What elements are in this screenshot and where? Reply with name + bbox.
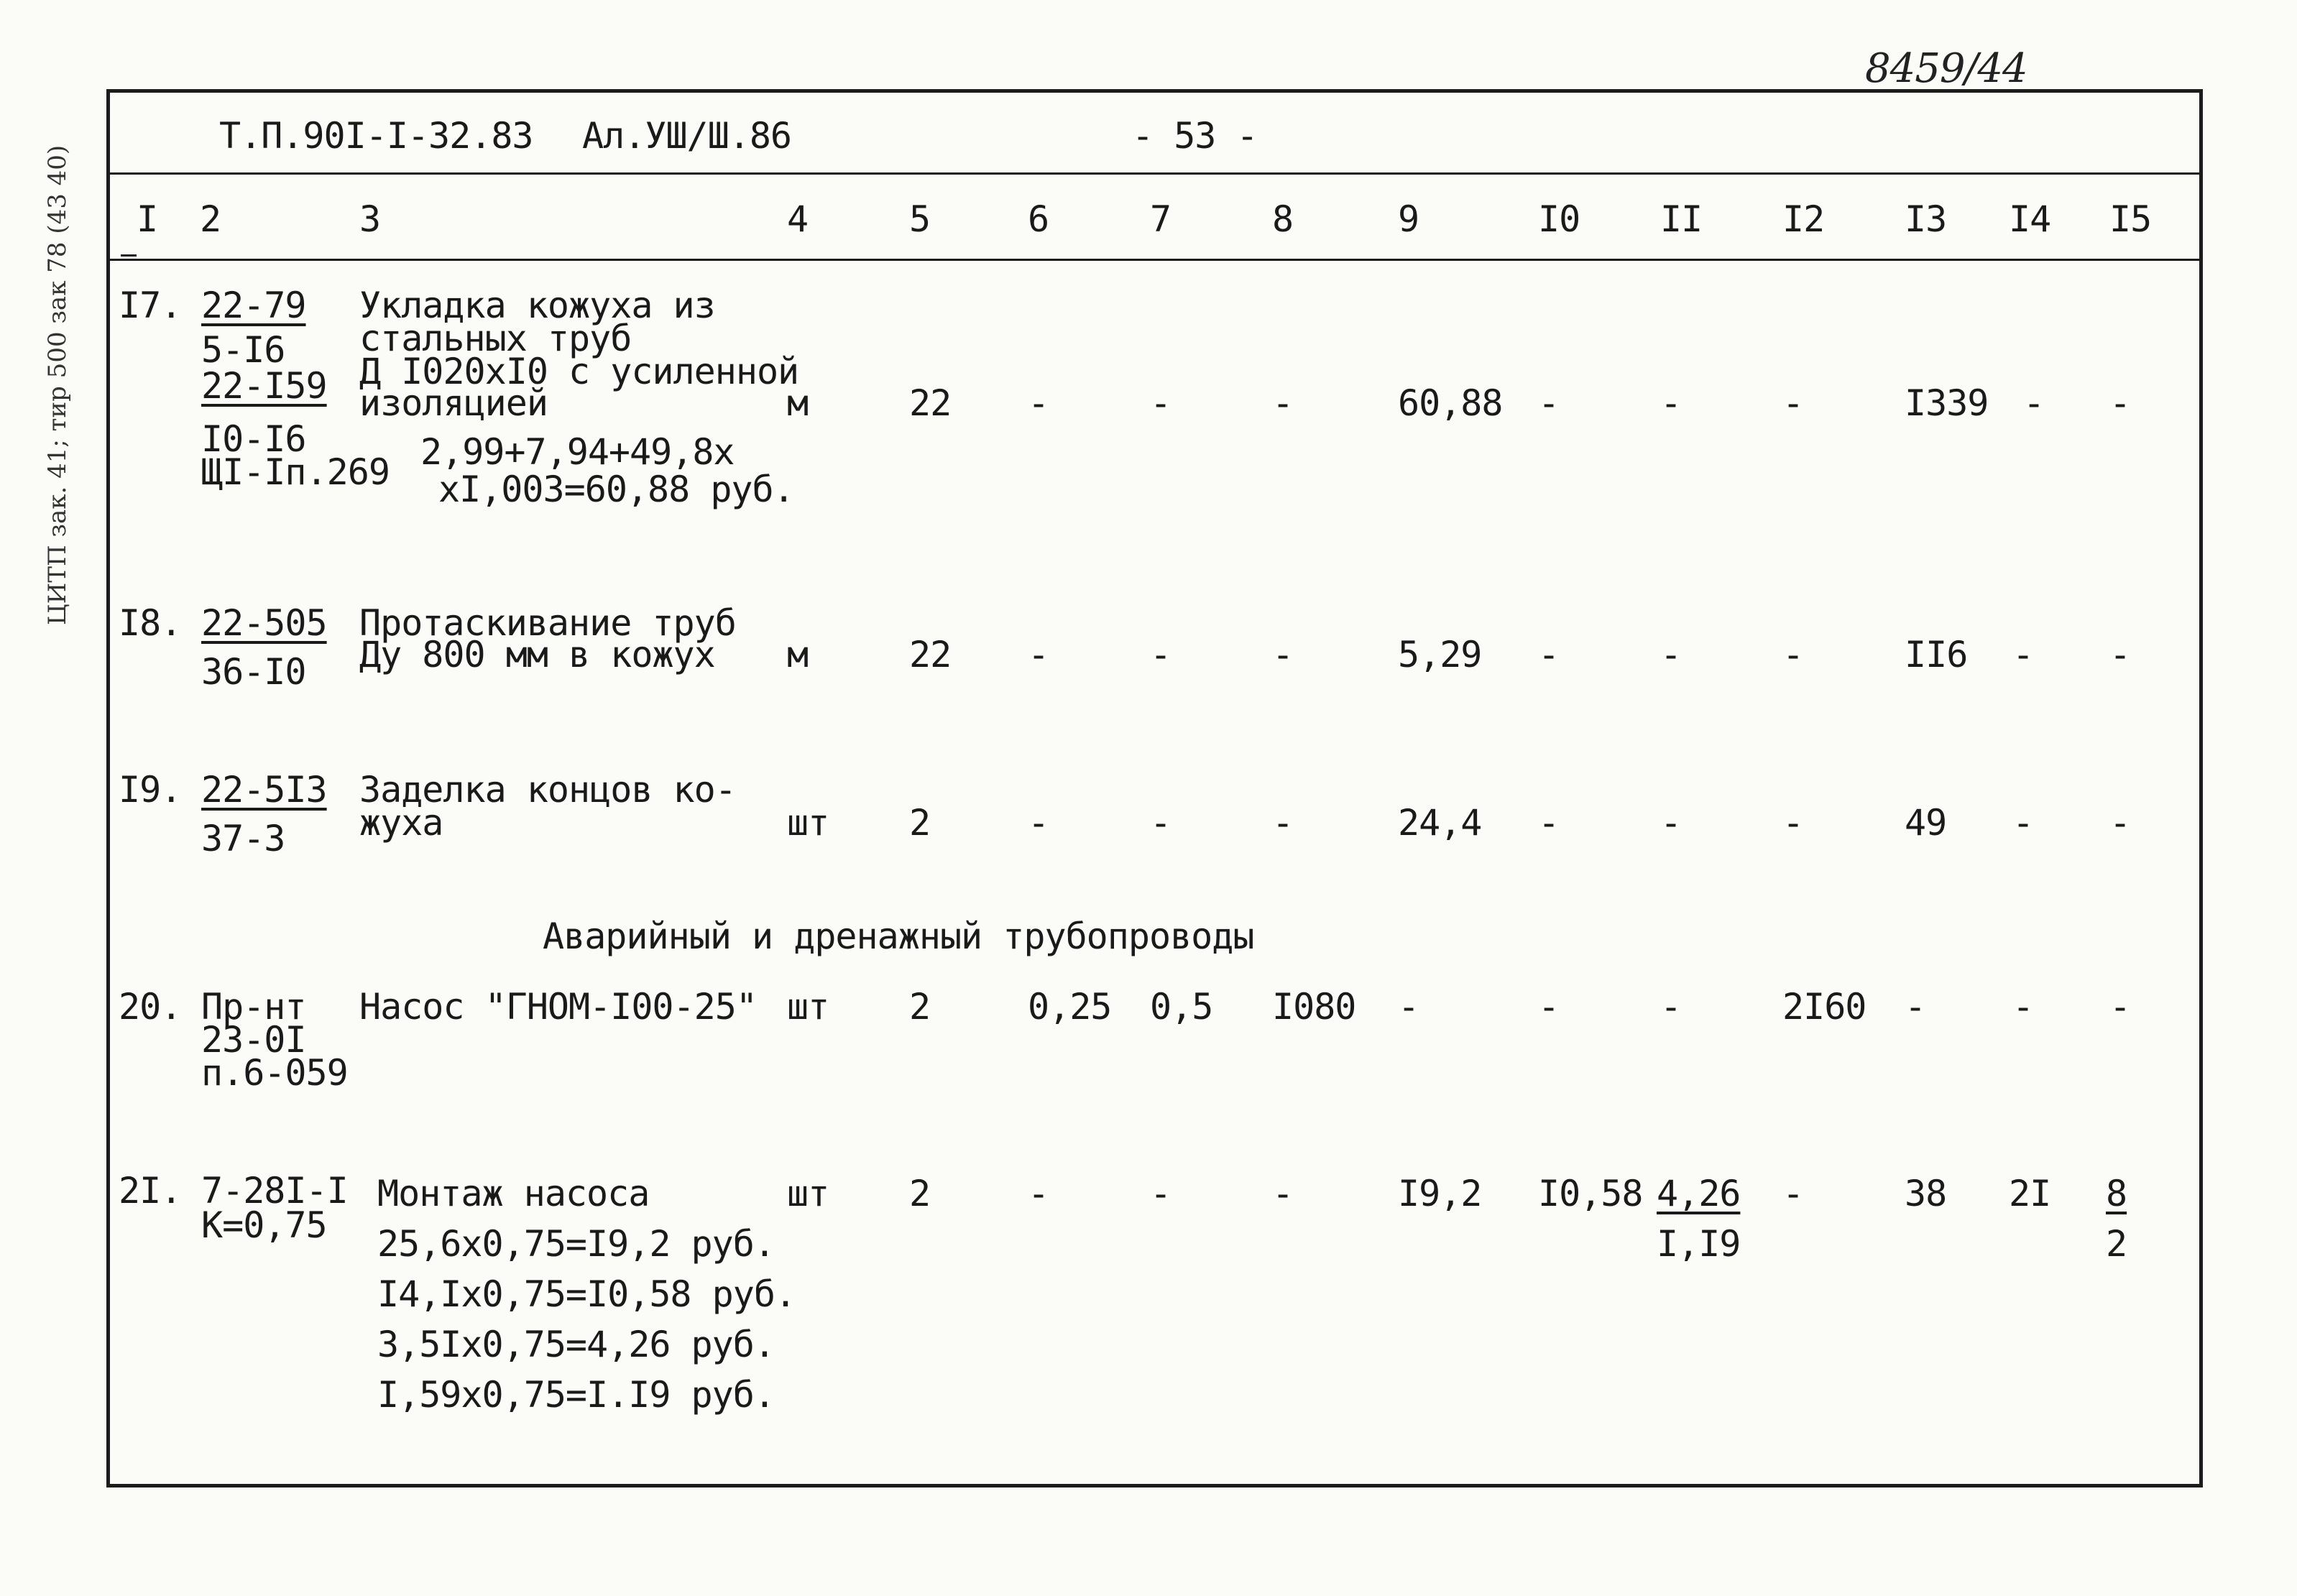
row-19-c13: 49 [1905, 802, 1947, 844]
row-18-c7: - [1150, 634, 1171, 675]
row-21-c15-denominator: 2 [2106, 1223, 2127, 1265]
row-19-name: Заделка концов ко- [359, 769, 736, 811]
row-17-c6: - [1028, 382, 1049, 424]
row-19-unit: шт [787, 802, 829, 844]
col-header-2: 2 [200, 198, 221, 240]
row-18-code: 22-505 [201, 602, 327, 644]
row-21-number: 2I. [119, 1170, 182, 1212]
section-title: Аварийный и дренажный трубопроводы [543, 915, 1254, 957]
designation: Т.П.90I-I-32.83 [219, 115, 533, 157]
row-20-qty: 2 [909, 986, 931, 1028]
col-header-11: II [1660, 198, 1703, 240]
row-19-c11: - [1660, 802, 1682, 844]
row-20-c14: - [2012, 986, 2034, 1028]
row-21-calc: I4,Ix0,75=I0,58 руб. [377, 1273, 796, 1315]
column-header-rule [106, 259, 2203, 261]
col-header-10: I0 [1538, 198, 1580, 240]
row-21-code: 7-28I-I [201, 1170, 348, 1212]
row-17-c7: - [1150, 382, 1171, 424]
row-20-code: Пр-нт [201, 986, 306, 1028]
row-19-c10: - [1538, 802, 1560, 844]
inventory-number: 8459/44 [1865, 45, 2027, 92]
row-18-name: Ду 800 мм в кожух [359, 634, 715, 675]
row-18-c6: - [1028, 634, 1049, 675]
row-21-calc: 3,5Ix0,75=4,26 руб. [377, 1324, 775, 1365]
row-21-c8: - [1272, 1173, 1294, 1214]
row-20-c7: 0,5 [1150, 986, 1213, 1028]
row-19-c15: - [2109, 802, 2131, 844]
col-header-15: I5 [2109, 198, 2152, 240]
row-19-c6: - [1028, 802, 1049, 844]
row-21-c11-numerator: 4,26 [1657, 1173, 1741, 1214]
row-21-name: Монтаж насоса [377, 1173, 650, 1214]
col-header-5: 5 [909, 198, 931, 240]
row-18-qty: 22 [909, 634, 952, 675]
col-header-7: 7 [1150, 198, 1171, 240]
row-20-code: п.6-059 [201, 1052, 348, 1094]
row-21-calc: 25,6x0,75=I9,2 руб. [377, 1223, 775, 1265]
row-21-c6: - [1028, 1173, 1049, 1214]
header-rule [106, 172, 2203, 175]
row-21-qty: 2 [909, 1173, 931, 1214]
row-17-code: 22-I59 [201, 365, 327, 407]
row-17-c13: I339 [1905, 382, 1989, 424]
row-21-c14: 2I [2009, 1173, 2051, 1214]
col-header-9: 9 [1398, 198, 1419, 240]
row-17-code: ЩI-Iп.269 [201, 451, 390, 493]
row-18-c11: - [1660, 634, 1682, 675]
row-21-c15-numerator: 8 [2106, 1173, 2127, 1214]
row-20-c13: - [1905, 986, 1926, 1028]
row-17-name: стальных труб [359, 318, 632, 359]
album-label: Ал.УШ/Ш.86 [582, 115, 792, 157]
row-19-c7: - [1150, 802, 1171, 844]
row-21-calc: I,59x0,75=I.I9 руб. [377, 1374, 775, 1416]
row-20-c8: I080 [1272, 986, 1356, 1028]
row-21-c10: I0,58 [1538, 1173, 1643, 1214]
row-20-c11: - [1660, 986, 1682, 1028]
row-19-c8: - [1272, 802, 1294, 844]
row-17-code: I0-I6 [201, 418, 306, 460]
margin-stamp: ЦИТП зак. 41; тир 500 зак 78 (43 40) [43, 144, 72, 625]
col-header-4: 4 [787, 198, 809, 240]
row-18-c12: - [1782, 634, 1804, 675]
col-header-14: I4 [2009, 198, 2051, 240]
row-18-c10: - [1538, 634, 1560, 675]
row-19-c9: 24,4 [1398, 802, 1482, 844]
row-17-code: 5-I6 [201, 329, 285, 371]
col-header-13: I3 [1905, 198, 1947, 240]
row-17-c8: - [1272, 382, 1294, 424]
row-20-c15: - [2109, 986, 2131, 1028]
row-17-number: I7. [119, 285, 182, 326]
row-17-c11: - [1660, 382, 1682, 424]
page-number: - 53 - [1132, 115, 1258, 157]
row-17-c15: - [2109, 382, 2131, 424]
row-18-c8: - [1272, 634, 1294, 675]
column-tick [121, 254, 137, 257]
row-17-name: Укладка кожуха из [359, 285, 715, 326]
col-header-8: 8 [1272, 198, 1294, 240]
row-20-name: Насос "ГНОМ-I00-25" [359, 986, 757, 1028]
row-19-c12: - [1782, 802, 1804, 844]
row-17-calc: xI,003=60,88 руб. [438, 469, 794, 510]
row-20-c6: 0,25 [1028, 986, 1112, 1028]
row-21-c13: 38 [1905, 1173, 1947, 1214]
row-18-c13: II6 [1905, 634, 1968, 675]
row-17-c14: - [2023, 382, 2045, 424]
row-17-qty: 22 [909, 382, 952, 424]
row-20-c12: 2I60 [1782, 986, 1866, 1028]
row-20-c10: - [1538, 986, 1560, 1028]
row-17-name: Д I020xI0 с усиленной [359, 351, 799, 392]
row-21-c11-denominator: I,I9 [1657, 1223, 1741, 1265]
row-21-c9: I9,2 [1398, 1173, 1482, 1214]
row-17-c10: - [1538, 382, 1560, 424]
col-header-12: I2 [1782, 198, 1825, 240]
row-19-code: 37-3 [201, 818, 285, 859]
row-19-number: I9. [119, 769, 182, 811]
col-header-6: 6 [1028, 198, 1049, 240]
row-17-name: изоляцией [359, 382, 548, 424]
row-21-code: К=0,75 [201, 1204, 327, 1246]
row-18-name: Протаскивание труб [359, 602, 736, 644]
row-20-c9: - [1398, 986, 1419, 1028]
row-18-c9: 5,29 [1398, 634, 1482, 675]
row-18-c14: - [2012, 634, 2034, 675]
row-18-c15: - [2109, 634, 2131, 675]
row-20-code: 23-0I [201, 1019, 306, 1061]
row-20-number: 20. [119, 986, 182, 1028]
row-17-unit: м [787, 382, 809, 424]
col-header-3: 3 [359, 198, 381, 240]
row-17-c12: - [1782, 382, 1804, 424]
row-19-name: жуха [359, 802, 443, 844]
row-19-qty: 2 [909, 802, 931, 844]
col-header-1: I [137, 198, 158, 240]
row-17-c9: 60,88 [1398, 382, 1503, 424]
row-18-number: I8. [119, 602, 182, 644]
row-21-c12: - [1782, 1173, 1804, 1214]
row-21-unit: шт [787, 1173, 829, 1214]
row-20-unit: шт [787, 986, 829, 1028]
row-17-calc: 2,99+7,94+49,8x [420, 431, 735, 473]
row-19-code: 22-5I3 [201, 769, 327, 811]
row-18-unit: м [787, 634, 809, 675]
row-19-c14: - [2012, 802, 2034, 844]
row-18-code: 36-I0 [201, 651, 306, 693]
row-21-c7: - [1150, 1173, 1171, 1214]
row-17-code: 22-79 [201, 285, 306, 326]
